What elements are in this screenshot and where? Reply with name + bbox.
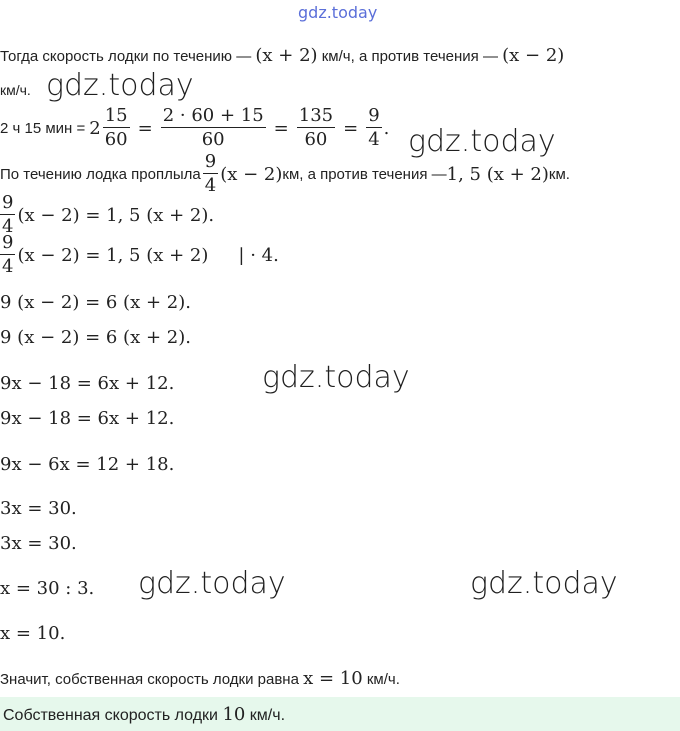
multiply-by-4: | · 4. — [238, 244, 279, 266]
line4-mid: км, а против течения — — [282, 165, 447, 183]
watermark-4: gdz.today — [138, 566, 286, 601]
equation-5: 9x − 18 = 6x + 12. — [0, 373, 175, 394]
conclusion-expr: x = 10 — [303, 668, 363, 689]
equation-10: x = 30 : 3. — [0, 578, 95, 599]
equals-sign: = — [273, 117, 289, 139]
equation-2-rest: (x − 2) = 1, 5 (x + 2) — [17, 244, 209, 266]
text-line-2: км/ч. — [0, 82, 31, 98]
watermark-top: gdz.today — [298, 3, 378, 22]
fraction-9-4: $\frac{9}{4}$ — [368, 105, 380, 150]
conclusion-lead: Значит, собственная скорость лодки равна — [0, 671, 304, 688]
period: . — [383, 117, 390, 139]
line4-expr-b: 1, 5 (x + 2) — [446, 163, 549, 185]
equals-sign: = — [137, 117, 153, 139]
line1-mid: км/ч, а против течения — — [317, 48, 503, 65]
watermark-2: gdz.today — [408, 124, 556, 159]
conclusion-line — [0, 668, 400, 689]
fraction-expanded: $\frac{2 \cdot 60 + 15}{60}$ — [162, 105, 264, 150]
answer-end: км/ч. — [245, 707, 286, 724]
text-line-4 — [0, 150, 570, 198]
time-lead: 2 ч 15 мин = — [0, 119, 86, 137]
equation-9: 3x = 30. — [0, 533, 77, 554]
watermark-5: gdz.today — [470, 566, 618, 601]
line1-lead: Тогда скорость лодки по течению — — [0, 48, 256, 65]
line1-expr-a: (x + 2) — [255, 45, 318, 66]
text-line-1 — [0, 45, 564, 66]
watermark-1: gdz.today — [46, 68, 194, 103]
line4-expr-a: (x − 2) — [220, 163, 283, 185]
equation-3: 9 (x − 2) = 6 (x + 2). — [0, 292, 191, 313]
fraction-135-60: $\frac{135}{60}$ — [298, 105, 334, 150]
answer-value: 10 — [222, 704, 246, 725]
time-conversion-line — [0, 104, 389, 152]
equation-4: 9 (x − 2) = 6 (x + 2). — [0, 327, 191, 348]
line1-expr-b: (x − 2) — [502, 45, 565, 66]
equation-6: 9x − 18 = 6x + 12. — [0, 408, 175, 429]
fraction-9-4: $\frac{9}{4}$ — [2, 192, 14, 237]
mixed-whole: 2 — [89, 117, 101, 139]
equation-8: 3x = 30. — [0, 498, 77, 519]
equals-sign: = — [343, 117, 359, 139]
equation-11: x = 10. — [0, 623, 66, 644]
answer-text — [3, 704, 285, 725]
conclusion-end: км/ч. — [362, 671, 400, 688]
equation-2 — [0, 232, 283, 278]
fraction-9-4: $\frac{9}{4}$ — [204, 151, 217, 196]
fraction-9-4: $\frac{9}{4}$ — [2, 232, 14, 277]
fraction-15-60: $\frac{15}{60}$ — [104, 105, 128, 150]
equation-7: 9x − 6x = 12 + 18. — [0, 454, 175, 475]
line4-lead: По течению лодка проплыла — [0, 165, 201, 183]
equation-1-rest: (x − 2) = 1, 5 (x + 2). — [17, 204, 215, 226]
line4-end: км. — [548, 165, 570, 183]
answer-lead: Собственная скорость лодки — [3, 707, 223, 724]
answer-box — [0, 697, 680, 731]
watermark-3: gdz.today — [262, 360, 410, 395]
